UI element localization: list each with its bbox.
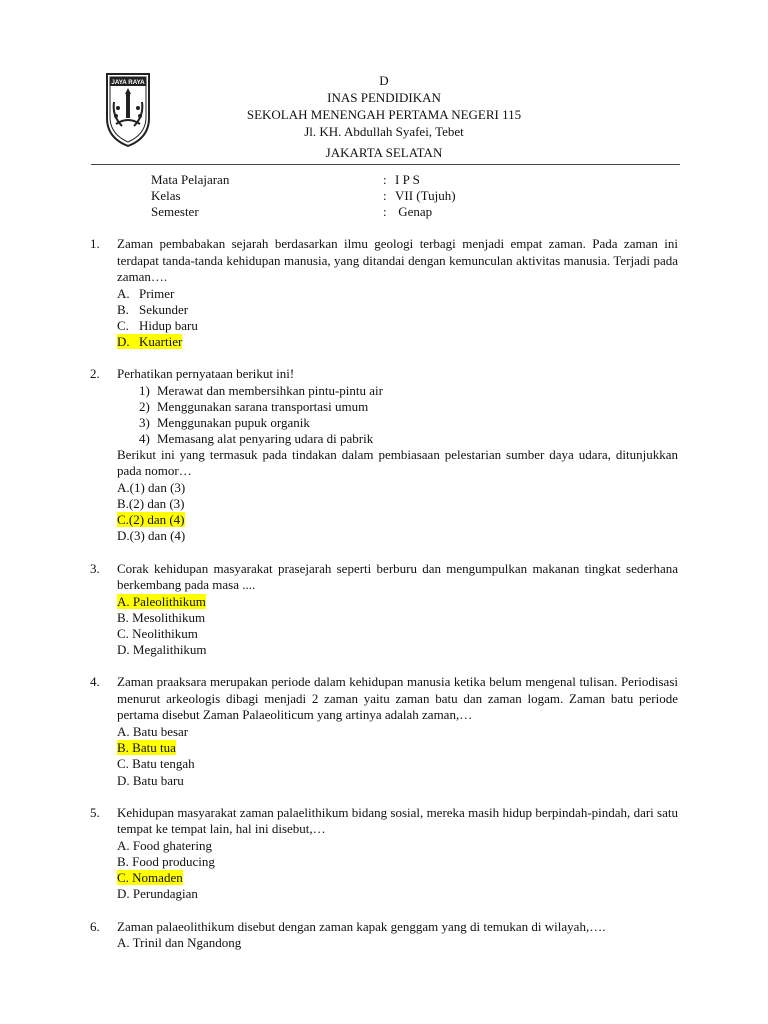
answer-option: D. Megalithikum — [117, 642, 207, 658]
info-colon: : — [383, 204, 387, 219]
question-item — [0, 366, 768, 544]
question-item — [0, 919, 768, 952]
answer-option-highlighted: C. Nomaden — [117, 870, 183, 886]
question-item — [0, 236, 768, 350]
question-text: Kehidupan masyarakat zaman palaelithikum bidang sosial, mereka masih hidup berpindah-pindah, dari satu tempat ke tempat lain, hal ini disebut,… — [117, 804, 678, 837]
answer-option: D. Perundagian — [117, 886, 198, 902]
statement-item: 3) Menggunakan pupuk organik — [139, 414, 310, 430]
question-text: Zaman pembabakan sejarah berdasarkan ilmu geologi terbagi menjadi empat zaman. Pada zaman ini terdapat tanda-tanda kehidupan manusia, yang ditandai dengan kemunculan aktivitas manusia. Terjadi pada zaman…. — [117, 236, 678, 284]
answer-option-highlighted: B. Batu tua — [117, 740, 176, 756]
header-line-1: D — [379, 73, 389, 88]
question-list — [0, 236, 768, 967]
answer-option: D. Batu baru — [117, 772, 184, 788]
logo-text: JAYA RAYA — [111, 79, 145, 87]
answer-option: B. Food producing — [117, 853, 215, 869]
header-divider — [91, 164, 680, 165]
letterhead — [0, 72, 768, 161]
answer-option: A.(1) dan (3) — [117, 479, 186, 495]
answer-option: C. Neolithikum — [117, 626, 198, 642]
answer-option-highlighted: A. Paleolithikum — [117, 593, 206, 609]
question-item — [0, 805, 768, 903]
answer-option: C. Batu tengah — [117, 756, 195, 772]
answer-option: B. Mesolithikum — [117, 609, 206, 625]
answer-option: A. Trinil dan Ngandong — [117, 935, 242, 951]
statement-item: 1) Merawat dan membersihkan pintu-pintu air — [139, 382, 383, 398]
question-item — [0, 561, 768, 659]
question-number: 1. — [90, 236, 100, 251]
info-colon: : — [383, 172, 387, 187]
question-prompt: Berikut ini yang termasuk pada tindakan dalam pembiasaan pelestarian sumber daya udara, ditunjukkan pada nomor… — [117, 446, 678, 479]
info-label: Kelas — [151, 188, 181, 203]
answer-option: B.(2) dan (3) — [117, 496, 185, 512]
question-text: Zaman palaeolithikum disebut dengan zaman kapak genggam yang di temukan di wilayah,…. — [117, 918, 606, 934]
info-value: Genap — [395, 204, 433, 219]
info-value: I P S — [395, 172, 420, 187]
info-colon: : — [383, 188, 387, 203]
answer-option: B. Sekunder — [117, 301, 189, 317]
answer-option: A. Batu besar — [117, 723, 189, 739]
answer-option-highlighted: D. Kuartier — [117, 334, 183, 350]
header-line-3: SEKOLAH MENENGAH PERTAMA NEGERI 115 — [246, 107, 522, 122]
header-line-2: INAS PENDIDIKAN — [327, 90, 441, 105]
question-number: 2. — [90, 366, 100, 382]
answer-option: D.(3) dan (4) — [117, 528, 186, 544]
question-number: 4. — [90, 674, 100, 690]
question-number: 6. — [90, 918, 100, 934]
answer-option: A. Food ghatering — [117, 837, 212, 853]
statement-item: 4) Memasang alat penyaring udara di pabrik — [139, 430, 374, 446]
question-number: 3. — [90, 560, 100, 576]
question-number: 5. — [90, 804, 100, 820]
statement-item: 2) Menggunakan sarana transportasi umum — [139, 398, 369, 414]
answer-option: C. Hidup baru — [117, 317, 198, 333]
info-value: VII (Tujuh) — [395, 188, 456, 203]
question-text: Perhatikan pernyataan berikut ini! — [117, 366, 295, 382]
header-line-4: Jl. KH. Abdullah Syafei, Tebet — [304, 124, 464, 139]
question-text: Corak kehidupan masyarakat prasejarah seperti berburu dan mengumpulkan makanan tingkat sederhana berkembang pada masa .... — [117, 560, 678, 593]
question-text: Zaman praaksara merupakan periode dalam kehidupan manusia ketika belum mengenal tulisan. Periodisasi menurut arkeologis dibagi menjadi 2 zaman yaitu zaman batu dan zaman logam. Zaman batu periode pertama disebut Zaman Palaeoliticum yang artinya adalah zaman,… — [117, 674, 678, 723]
info-label: Semester — [151, 204, 199, 219]
question-item — [0, 674, 768, 788]
answer-option: A. Primer — [117, 285, 175, 301]
header-line-5: JAKARTA SELATAN — [325, 145, 443, 160]
info-label: Mata Pelajaran — [151, 172, 230, 187]
answer-option-highlighted: C.(2) dan (4) — [117, 512, 185, 528]
